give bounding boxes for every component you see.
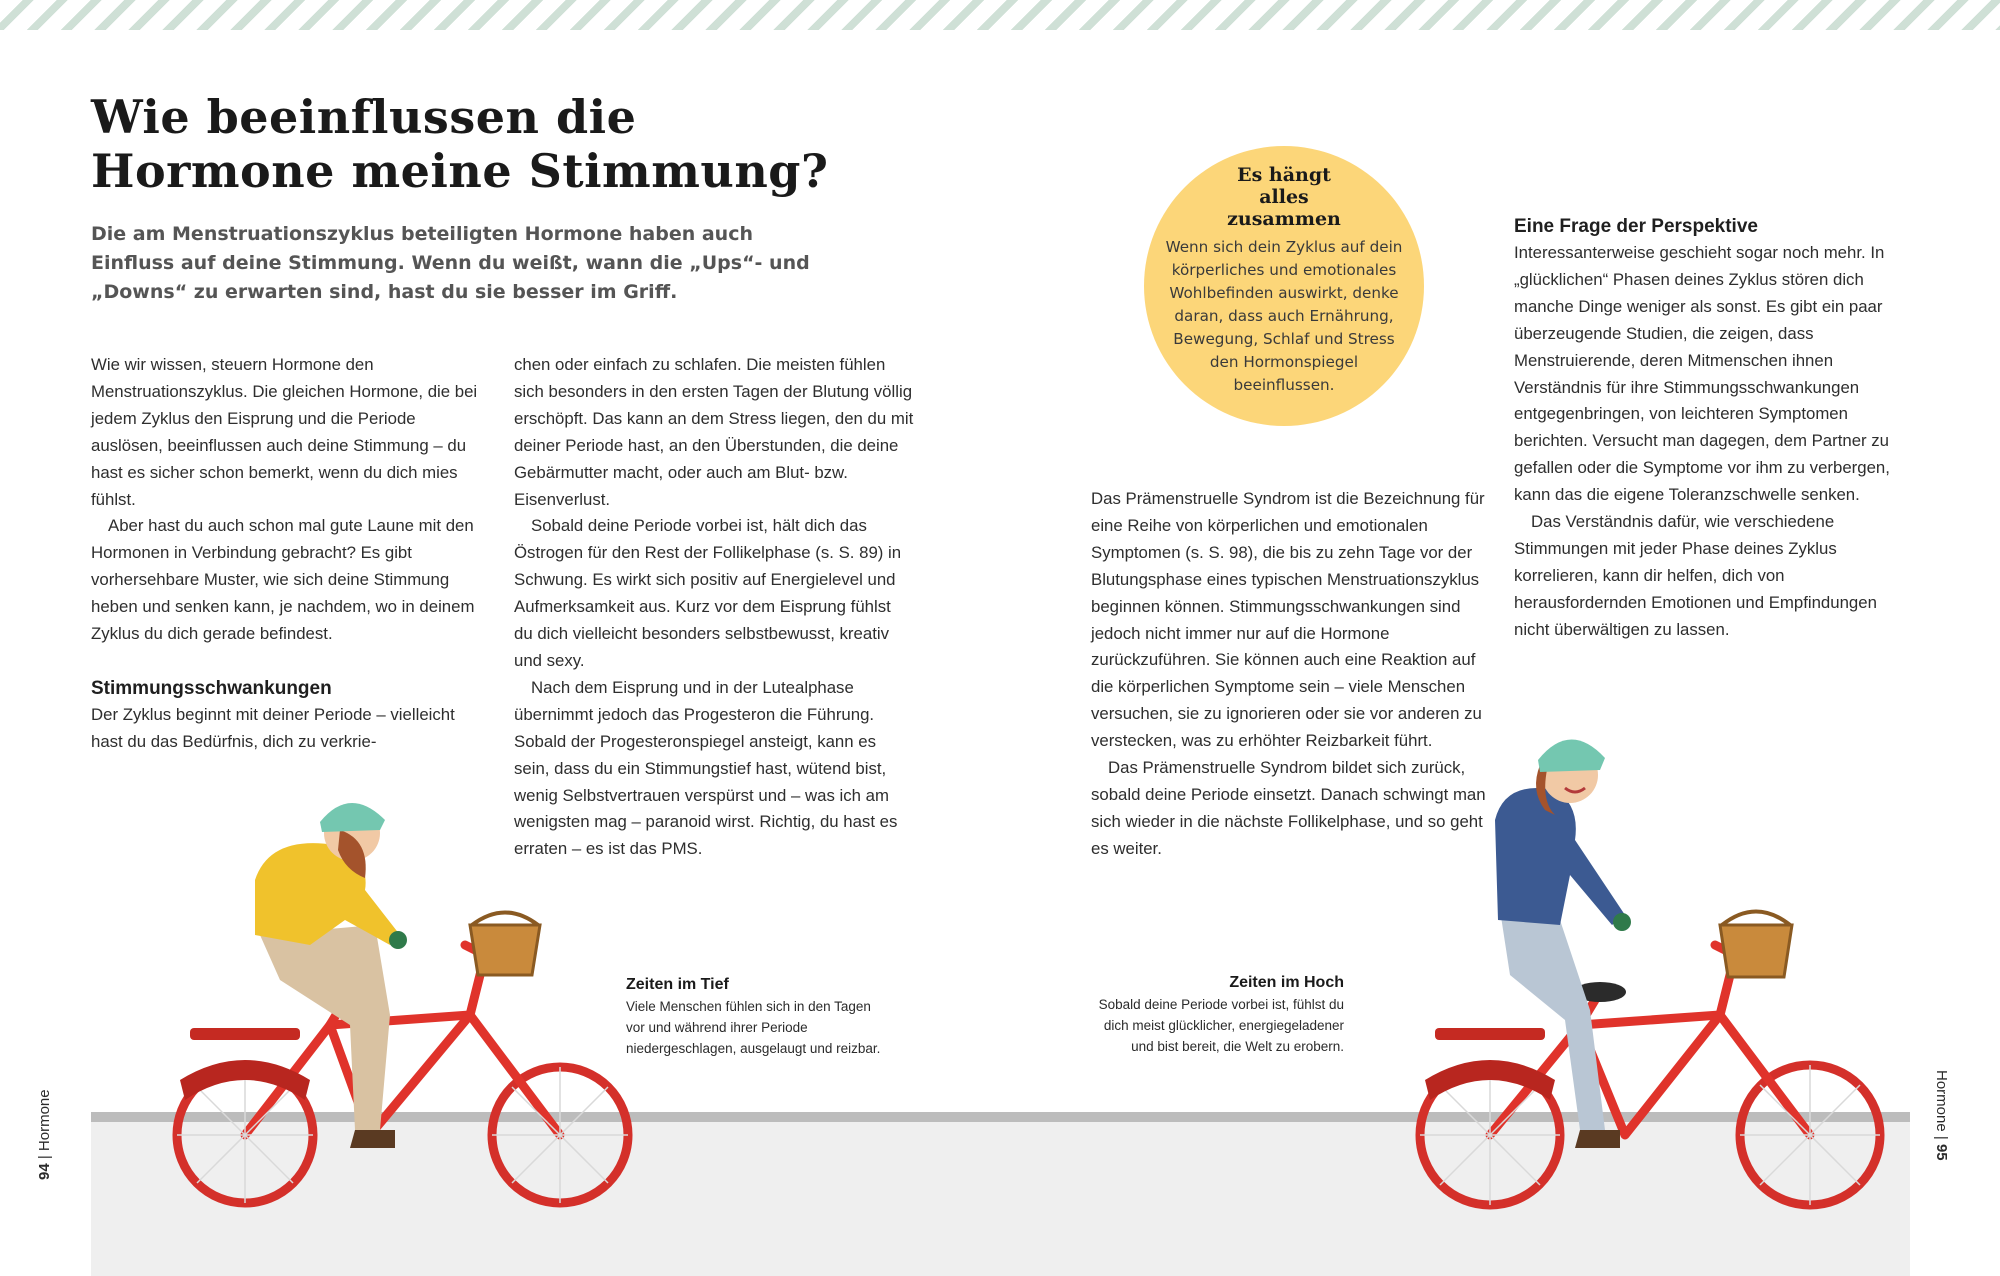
paragraph: Sobald deine Periode vorbei ist, hält dich das Östrogen für den Rest der Follikelphase (s. S. 89) in Schwung. Es wirkt sich positiv auf Energielevel und Aufmerksamkeit aus. Kurz vor dem Eisprung fühlst du dich vielleicht besonders selbstbewusst, kreativ und sexy. (514, 516, 902, 670)
section-heading-perspective: Eine Frage der Perspektive (1514, 216, 1758, 237)
page-title (91, 90, 991, 198)
cyclist-low-mood-illustration (140, 760, 640, 1220)
section-name: Hormone (36, 1089, 53, 1152)
section-name: Hormone (1933, 1070, 1950, 1132)
info-circle-body: Wenn sich dein Zyklus auf dein körperliches und emotionales Wohlbefinden auswirkt, denke daran, dass auch Ernährung, Bewegung, Schlaf und Stress den Hormonspiegel beeinflussen. (1165, 238, 1403, 394)
caption-title: Zeiten im Tief (626, 976, 729, 993)
paragraph: Das Prämenstruelle Syndrom bildet sich zurück, sobald deine Periode einsetzt. Danach schwingt man sich wieder in die nächste Follikelphase, und so geht es weiter. (1091, 758, 1486, 858)
page-number: 95 (1933, 1143, 1950, 1161)
page-folio-right: Hormone | 95 (1933, 1070, 1950, 1161)
text-column-4 (1514, 214, 1914, 644)
cyclist-high-mood-illustration (1380, 710, 1900, 1220)
paragraph: chen oder einfach zu schlafen. Die meisten fühlen sich besonders in den ersten Tagen der Blutung völlig erschöpft. Das kann an dem Stress liegen, den du mit deiner Periode hast, an den Überstunden, die deine Gebärmutter macht, oder auch am Blut- bzw. Eisenverlust. (514, 355, 914, 509)
title-line-2: Hormone meine Stimmung? (91, 144, 829, 198)
paragraph: Interessanterweise geschieht sogar noch mehr. In „glücklichen“ Phasen deines Zyklus stören dich manche Dinge weniger als sonst. Es gibt ein paar überzeugende Studien, die zeigen, dass Menstruierende, deren Mitmenschen ihnen Verständnis für ihre Stimmungsschwankungen entgegenbringen, von leichteren Symptomen berichten. Versucht man dagegen, dem Partner zu gefallen oder die Symptome vor ihm zu verbergen, kann das die eigene Toleranzschwelle senken. (1514, 243, 1890, 505)
intro-text: Die am Menstruationszyklus beteiligten Hormone haben auch Einfluss auf deine Stimmung. Wenn du weißt, wann die „Ups“- und „Downs“ zu erwarten sind, hast du sie besser im Griff. (91, 223, 810, 303)
paragraph: Der Zyklus beginnt mit deiner Periode – vielleicht hast du das Bedürfnis, dich zu verkrie- (91, 704, 455, 751)
section-heading-mood-swings: Stimmungsschwankungen (91, 677, 332, 699)
info-circle-title: Es hängt alles zusammen (1227, 164, 1341, 230)
caption-title: Zeiten im Hoch (1229, 974, 1344, 991)
title-line-1: Wie beeinflussen die (91, 90, 637, 144)
page-folio-left: 94 | Hormone (36, 1089, 53, 1180)
paragraph: Nach dem Eisprung und in der Lutealphase übernimmt jedoch das Progesteron die Führung. Sobald der Progesteronspiegel ansteigt, kann es sein, dass du ein Stimmungstief hast, wütend bist, wenig Selbstvertrauen verspürst und – was ich am wenigsten mag – paranoid wirst. Richtig, du hast es erraten – es ist das PMS. (514, 677, 898, 859)
paragraph: Wie wir wissen, steuern Hormone den Menstruationszyklus. Die gleichen Hormone, die bei jedem Zyklus den Eisprung und die Periode auslösen, beeinflussen auch deine Stimmung – du hast es sicher schon bemerkt, wenn du dich mies fühlst. (91, 355, 478, 509)
caption-high-times (1090, 972, 1344, 1057)
caption-body: Sobald deine Periode vorbei ist, fühlst du dich meist glücklicher, energiegeladener und bist bereit, die Welt zu erobern. (1098, 997, 1344, 1054)
caption-body: Viele Menschen fühlen sich in den Tagen vor und während ihrer Periode niedergeschlagen, ausgelaugt und reizbar. (626, 999, 881, 1056)
paragraph: Das Prämenstruelle Syndrom ist die Bezeichnung für eine Reihe von körperlichen und emotionalen Symptomen (s. S. 98), die bis zu zehn Tage vor der Blutungsphase eines typischen Menstruationszyklus beginnen können. Stimmungsschwankungen sind jedoch nicht immer nur auf die Hormone zurückzuführen. Sie können auch eine Reaktion auf die körperlichen Symptome sein – viele Menschen versuchen, sie zu ignorieren oder sie vor anderen zu verstecken, was zu erhöhter Reizbarkeit führt. (1091, 489, 1485, 751)
paragraph: Aber hast du auch schon mal gute Laune mit den Hormonen in Verbindung gebracht? Es gibt vorhersehbare Muster, wie sich deine Stimmung heben und senken kann, je nachdem, wo in deinem Zyklus du dich gerade befindest. (91, 516, 475, 644)
caption-low-times (626, 974, 886, 1059)
paragraph: Das Verständnis dafür, wie verschiedene Stimmungen mit jeder Phase deines Zyklus korrelieren, kann dir helfen, dich von herausfordernden Emotionen und Empfindungen nicht überwältigen zu lassen. (1514, 512, 1877, 639)
decorative-stripe-border (0, 0, 2000, 30)
text-column-1 (91, 352, 491, 756)
info-circle (1144, 146, 1424, 426)
page-number: 94 (36, 1163, 53, 1180)
